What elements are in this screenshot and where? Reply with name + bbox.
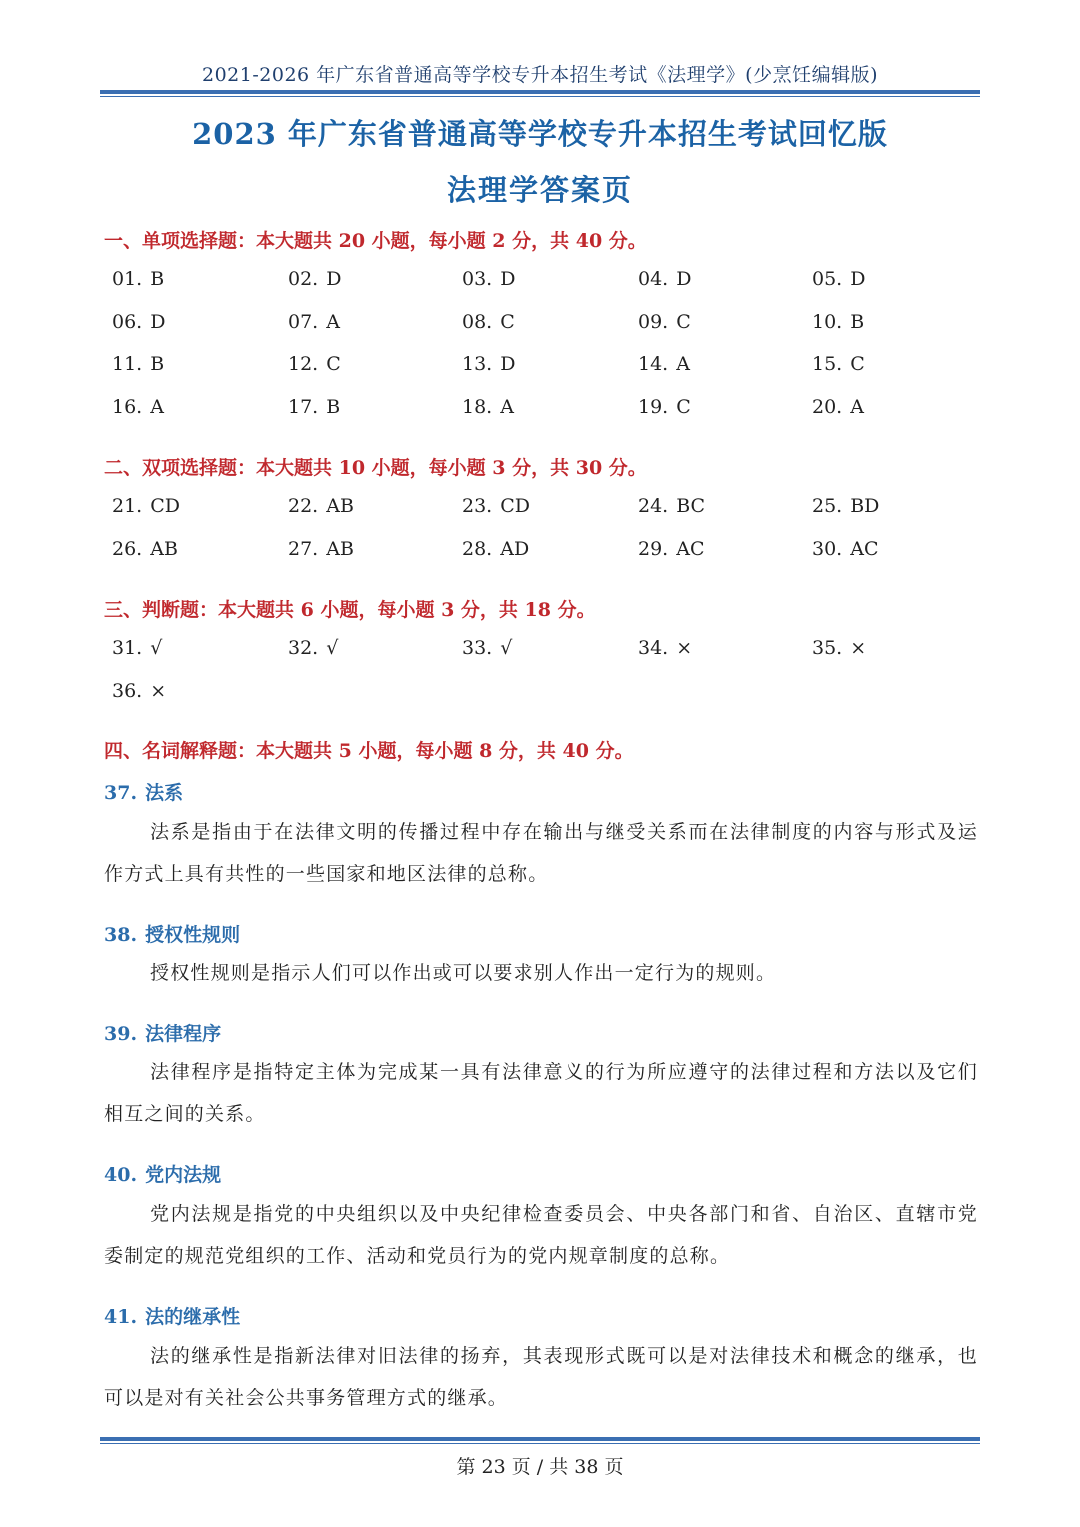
question-number: 13.	[462, 353, 493, 375]
question-number: 31.	[112, 637, 143, 659]
answer-value: D	[326, 268, 342, 290]
question-number: 32.	[288, 637, 319, 659]
question-number: 11.	[112, 353, 143, 375]
answer-item	[638, 396, 691, 418]
question-number: 36.	[112, 679, 143, 702]
page-title: 2023 年广东省普通高等学校专升本招生考试回忆版	[192, 117, 888, 151]
question-number: 12.	[288, 353, 319, 375]
answer-item	[462, 353, 515, 375]
answer-item	[288, 495, 354, 517]
answer-value: AB	[150, 537, 178, 560]
answer-item	[462, 637, 512, 659]
question-number: 23.	[462, 495, 493, 517]
answer-value: √	[150, 637, 163, 659]
answer-item	[812, 538, 878, 560]
page-subtitle: 法理学答案页	[446, 173, 633, 207]
term-title: 法系	[145, 782, 184, 804]
answer-value: A	[150, 395, 164, 418]
answer-item	[288, 396, 340, 418]
answer-value: D	[150, 310, 166, 333]
answer-item	[638, 637, 692, 659]
term-number: 37.	[104, 782, 138, 804]
section-double-heading: 二、双项选择题：本大题共 10 小题，每小题 3 分，共 30 分。	[104, 457, 647, 479]
answer-value: ×	[150, 679, 167, 702]
question-number: 16.	[112, 395, 143, 418]
answer-item	[638, 311, 691, 333]
term-heading	[104, 920, 240, 947]
answer-item	[112, 495, 180, 517]
question-number: 19.	[638, 395, 669, 418]
section-terms-heading: 四、名词解释题：本大题共 5 小题，每小题 8 分，共 40 分。	[104, 740, 634, 762]
answer-value: D	[500, 268, 516, 290]
term-heading	[104, 778, 183, 805]
answer-value: D	[676, 268, 692, 290]
question-number: 08.	[462, 310, 493, 333]
answer-item	[112, 680, 166, 702]
answer-value: C	[500, 310, 515, 333]
answer-value: B	[150, 353, 165, 375]
answer-item	[462, 396, 514, 418]
answer-value: C	[326, 353, 341, 375]
answer-value: AB	[326, 537, 354, 560]
term-title: 党内法规	[145, 1164, 222, 1186]
answer-value: A	[676, 353, 690, 375]
term-number: 40.	[104, 1164, 138, 1186]
answer-item	[112, 268, 164, 290]
question-number: 03.	[462, 268, 493, 290]
answer-item	[812, 353, 865, 375]
question-number: 35.	[812, 637, 843, 659]
question-number: 33.	[462, 637, 493, 659]
question-number: 17.	[288, 395, 319, 418]
question-number: 27.	[288, 537, 319, 560]
answer-value: AB	[326, 495, 354, 517]
answer-value: A	[326, 310, 340, 333]
answer-value: √	[326, 637, 339, 659]
question-number: 14.	[638, 353, 669, 375]
answer-item	[638, 268, 691, 290]
answer-value: B	[150, 268, 165, 290]
question-number: 06.	[112, 310, 143, 333]
term-title: 授权性规则	[145, 924, 241, 946]
answer-item	[812, 495, 879, 517]
answer-value: ×	[850, 637, 867, 659]
header-rule-thin	[100, 96, 980, 97]
answer-item	[288, 353, 341, 375]
answer-value: B	[326, 395, 341, 418]
term-title: 法律程序	[145, 1023, 222, 1045]
header-rule-thick	[100, 90, 980, 94]
term-title: 法的继承性	[145, 1306, 241, 1328]
answer-item	[462, 268, 515, 290]
term-number: 41.	[104, 1306, 138, 1328]
term-heading	[104, 1019, 221, 1046]
answer-item	[288, 637, 338, 659]
page-number: 第 23 页 / 共 38 页	[456, 1456, 624, 1478]
question-number: 04.	[638, 268, 669, 290]
question-number: 02.	[288, 268, 319, 290]
answer-value: AD	[500, 537, 530, 560]
question-number: 07.	[288, 310, 319, 333]
answer-item	[462, 311, 515, 333]
answer-value: A	[500, 395, 514, 418]
answer-item	[112, 353, 164, 375]
answer-value: ×	[676, 637, 693, 659]
answer-value: D	[850, 268, 866, 290]
answer-item	[812, 637, 866, 659]
answer-item	[112, 311, 165, 333]
section-judge-heading: 三、判断题：本大题共 6 小题，每小题 3 分，共 18 分。	[104, 599, 596, 621]
answer-item	[288, 268, 341, 290]
question-number: 28.	[462, 537, 493, 560]
question-number: 29.	[638, 537, 669, 560]
term-number: 38.	[104, 924, 138, 946]
question-number: 22.	[288, 495, 319, 517]
running-header: 2021-2026 年广东省普通高等学校专升本招生考试《法理学》(少烹饪编辑版)	[202, 64, 878, 86]
answer-item	[812, 268, 865, 290]
question-number: 34.	[638, 637, 669, 659]
footer-rule-thin	[100, 1443, 980, 1444]
answer-value: CD	[150, 495, 180, 517]
question-number: 01.	[112, 268, 143, 290]
question-number: 21.	[112, 495, 143, 517]
term-heading	[104, 1302, 240, 1329]
answer-item	[638, 353, 690, 375]
question-number: 09.	[638, 310, 669, 333]
answer-item	[462, 495, 530, 517]
question-number: 24.	[638, 495, 669, 517]
question-number: 10.	[812, 310, 843, 333]
answer-item	[638, 495, 705, 517]
answer-item	[288, 311, 340, 333]
answer-value: C	[676, 395, 691, 418]
answer-value: BD	[850, 495, 880, 517]
footer-rule-thick	[100, 1437, 980, 1441]
question-number: 05.	[812, 268, 843, 290]
term-heading	[104, 1160, 221, 1187]
answer-item	[812, 311, 864, 333]
answer-item	[112, 637, 162, 659]
question-number: 15.	[812, 353, 843, 375]
term-definition: 党内法规是指党的中央组织以及中央纪律检查委员会、中央各部门和省、自治区、直辖市党委制定的规范党组织的工作、活动和党员行为的党内规章制度的总称。	[104, 1203, 978, 1267]
question-number: 25.	[812, 495, 843, 517]
term-definition: 法的继承性是指新法律对旧法律的扬弃，其表现形式既可以是对法律技术和概念的继承，也可以是对有关社会公共事务管理方式的继承。	[104, 1345, 978, 1409]
term-definition: 法系是指由于在法律文明的传播过程中存在输出与继受关系而在法律制度的内容与形式及运作方式上具有共性的一些国家和地区法律的总称。	[104, 821, 978, 885]
question-number: 18.	[462, 395, 493, 418]
answer-item	[462, 538, 529, 560]
question-number: 30.	[812, 537, 843, 560]
answer-value: A	[850, 395, 864, 418]
answer-item	[288, 538, 354, 560]
answer-value: C	[676, 310, 691, 333]
answer-item	[112, 396, 164, 418]
term-definition: 法律程序是指特定主体为完成某一具有法律意义的行为所应遵守的法律过程和方法以及它们相互之间的关系。	[104, 1061, 978, 1125]
answer-value: C	[850, 353, 865, 375]
question-number: 20.	[812, 395, 843, 418]
question-number: 26.	[112, 537, 143, 560]
answer-value: √	[500, 637, 513, 659]
answer-item	[112, 538, 178, 560]
section-single-heading: 一、单项选择题：本大题共 20 小题，每小题 2 分，共 40 分。	[104, 230, 647, 252]
answer-value: AC	[850, 537, 879, 560]
answer-item	[812, 396, 864, 418]
term-definition: 授权性规则是指示人们可以作出或可以要求别人作出一定行为的规则。	[150, 962, 777, 984]
term-number: 39.	[104, 1023, 138, 1045]
answer-value: BC	[676, 495, 706, 517]
answer-value: AC	[676, 537, 705, 560]
answer-value: CD	[500, 495, 530, 517]
answer-item	[638, 538, 704, 560]
answer-value: D	[500, 353, 516, 375]
answer-value: B	[850, 310, 865, 333]
